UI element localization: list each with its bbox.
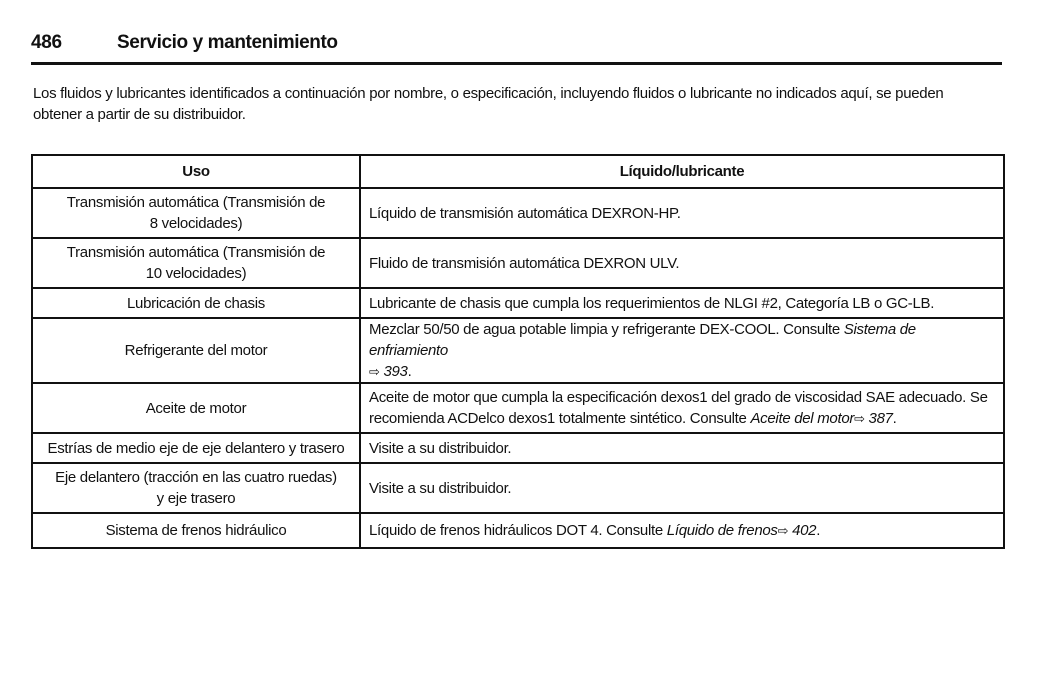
fluid-cell: [360, 383, 1004, 433]
cross-reference-link[interactable]: Líquido de frenos: [666, 522, 778, 539]
use-text-line: 10 velocidades): [145, 265, 247, 282]
table-row: [32, 383, 1004, 433]
page-reference-arrow-icon: ⇨: [369, 364, 380, 379]
fluid-cell: [360, 318, 1004, 383]
page-number: 486: [31, 32, 62, 53]
table-row: [32, 433, 1004, 463]
intro-paragraph: Los fluidos y lubricantes identificados a continuación por nombre, o especificación, incluyendo fluidos o lubricante no indicados aquí, se pueden obtener a partir de su distribuidor.: [33, 85, 944, 123]
cross-reference-page[interactable]: 402: [792, 522, 817, 539]
use-cell: Aceite de motor: [32, 383, 360, 433]
fluid-text-suffix: .: [816, 522, 821, 539]
fluid-text-suffix: .: [407, 363, 412, 380]
cross-reference-page[interactable]: 387: [868, 410, 893, 427]
fluid-text: Mezclar 50/50 de agua potable limpia y refrigerante DEX-COOL. Consulte: [369, 321, 840, 338]
use-cell: Refrigerante del motor: [32, 318, 360, 383]
fluid-text: Visite a su distribuidor.: [369, 479, 512, 497]
column-header-use: Uso: [32, 155, 360, 188]
table-row: [32, 288, 1004, 318]
use-cell: [32, 463, 360, 513]
use-cell: Lubricación de chasis: [32, 288, 360, 318]
use-text-line: Transmisión automática (Transmisión de: [66, 244, 326, 261]
fluids-lubricants-table: [31, 154, 1005, 549]
fluid-text: Líquido de transmisión automática DEXRON-HP.: [369, 204, 681, 222]
fluid-text: Lubricante de chasis que cumpla los requerimientos de NLGI #2, Categoría LB o GC-LB.: [369, 294, 935, 312]
column-header-fluid: Líquido/lubricante: [360, 155, 1004, 188]
table-row: [32, 188, 1004, 238]
page-header: [31, 30, 1002, 65]
table-row: [32, 513, 1004, 548]
use-cell: Sistema de frenos hidráulico: [32, 513, 360, 548]
use-cell: [32, 188, 360, 238]
use-text-line: y eje trasero: [156, 490, 236, 507]
fluid-cell: [360, 288, 1004, 318]
section-title: Servicio y mantenimiento: [117, 32, 338, 53]
use-text-line: Transmisión automática (Transmisión de: [66, 194, 326, 211]
page-reference-arrow-icon: ⇨: [854, 411, 865, 426]
cross-reference-page[interactable]: 393: [383, 363, 408, 380]
use-cell: [32, 238, 360, 288]
page-reference-arrow-icon: ⇨: [777, 523, 789, 538]
fluid-cell: [360, 513, 1004, 548]
use-cell: Estrías de medio eje de eje delantero y trasero: [32, 433, 360, 463]
use-text-line: 8 velocidades): [149, 215, 243, 232]
table-row: [32, 238, 1004, 288]
table-row: [32, 463, 1004, 513]
fluid-text: Visite a su distribuidor.: [369, 439, 512, 457]
table-row: [32, 318, 1004, 383]
fluid-cell: [360, 238, 1004, 288]
fluid-text-suffix: .: [892, 410, 897, 427]
fluid-cell: [360, 463, 1004, 513]
fluid-cell: [360, 433, 1004, 463]
use-text-line: Eje delantero (tracción en las cuatro ruedas): [55, 469, 337, 486]
cross-reference-link[interactable]: Sistema de enfriamiento: [369, 321, 916, 359]
table-header-row: [32, 155, 1004, 188]
fluid-cell: [360, 188, 1004, 238]
fluid-text: Fluido de transmisión automática DEXRON ULV.: [369, 254, 680, 272]
cross-reference-link[interactable]: Aceite del motor: [750, 410, 855, 427]
fluid-text: Aceite de motor que cumpla la especificación dexos1 del grado de viscosidad SAE adecuado. Se recomienda ACDelco dexos1 totalmente sintético. Consulte: [369, 389, 988, 427]
fluid-text: Líquido de frenos hidráulicos DOT 4. Consulte: [369, 522, 663, 539]
